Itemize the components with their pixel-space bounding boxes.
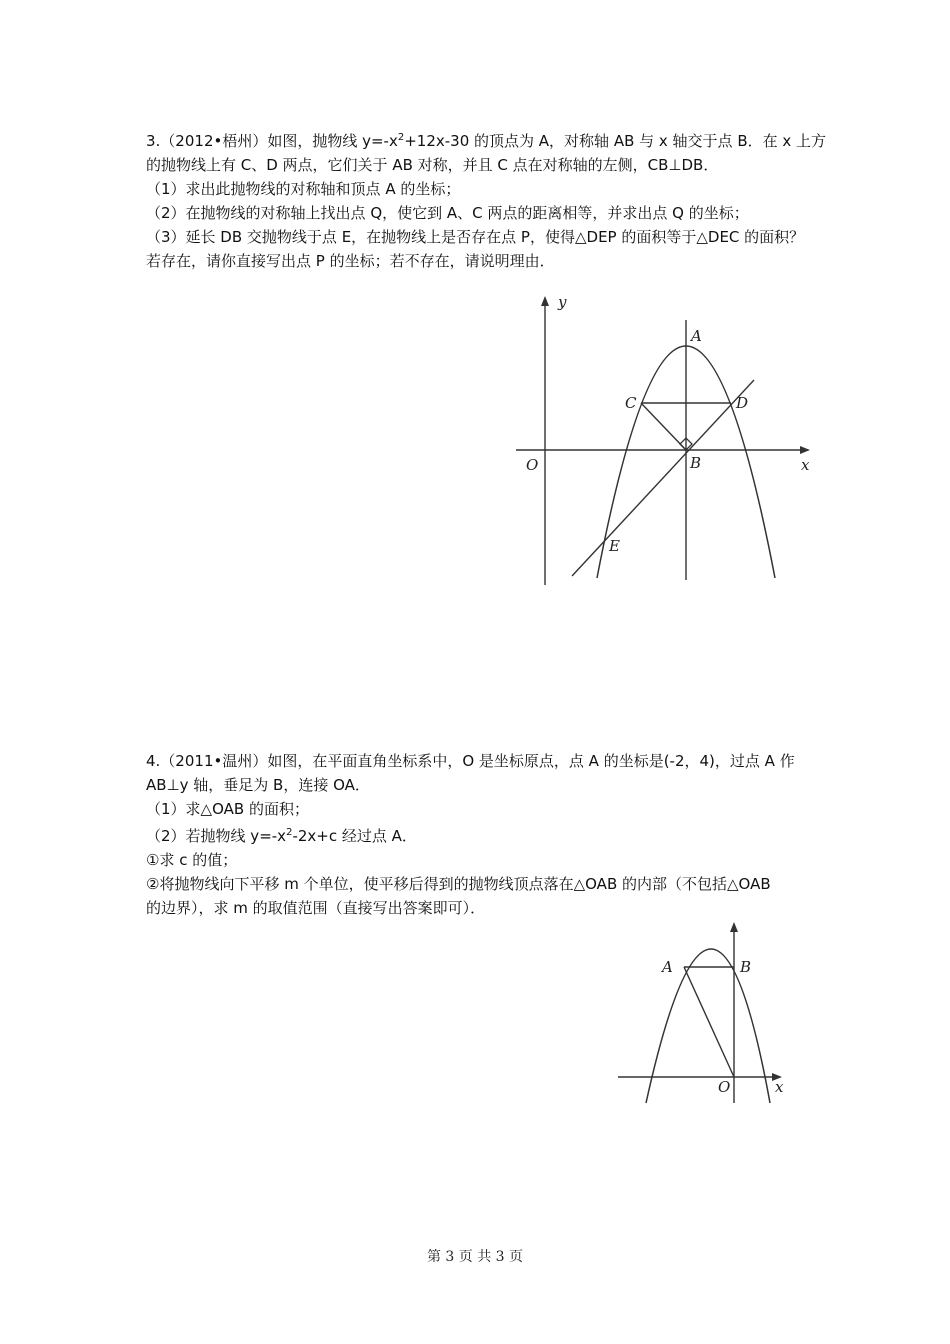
q4-line-5: ①求 c 的值； <box>146 851 238 869</box>
label-x: x <box>775 1078 784 1096</box>
q4-line-2: AB⊥y 轴，垂足为 B，连接 OA． <box>146 776 370 794</box>
label-b: B <box>740 958 752 976</box>
q3-line-2: 的抛物线上有 C、D 两点，它们关于 AB 对称，并且 C 点在对称轴的左侧，CB⊥DB． <box>146 156 719 174</box>
label-a: A <box>662 958 673 976</box>
label-y: y <box>558 293 567 311</box>
label-d: D <box>736 394 749 412</box>
figure-4-parabola <box>610 915 800 1105</box>
q3-line-3: （1）求出此抛物线的对称轴和顶点 A 的坐标； <box>146 180 461 198</box>
label-x: x <box>801 456 810 474</box>
question-3 <box>146 126 827 273</box>
y-axis-arrow <box>541 296 549 306</box>
label-e: E <box>609 537 620 555</box>
line-ebd <box>572 380 754 576</box>
q3-line-5: （3）延长 DB 交抛物线于点 E，在抛物线上是否存在点 P，使得△DEP 的面积等于△DEC 的面积？ <box>146 228 805 246</box>
q3-line-4: （2）在抛物线的对称轴上找出点 Q，使它到 A、C 两点的距离相等，并求出点 Q 的坐标； <box>146 204 749 222</box>
q4-line-3: （1）求△OAB 的面积； <box>146 800 309 818</box>
q4-line-6: ②将抛物线向下平移 m 个单位，使平移后得到的抛物线顶点落在△OAB 的内部（不包括△OAB <box>146 875 771 893</box>
segment-oa <box>684 967 734 1077</box>
q4-line-1: 4.（2011•温州）如图，在平面直角坐标系中，O 是坐标原点，点 A 的坐标是(-2，4)，过点 A 作 <box>146 752 795 770</box>
y-axis-arrow <box>730 922 738 932</box>
figure-4-svg <box>610 915 800 1105</box>
label-b: B <box>690 454 702 472</box>
q3-line-1: 3.（2012•梧州）如图，抛物线 $y=-x^2+12x-30$ 的顶点为 A，对称轴 AB 与 x 轴交于点 B．在 x 上方 <box>146 132 827 150</box>
question-4 <box>146 749 816 920</box>
segment-cb <box>641 403 686 450</box>
page-footer: 第 3 页 共 3 页 <box>426 1249 524 1265</box>
q4-line-4: （2）若抛物线 $y=-x^2-2x+c$ 经过点 A． <box>146 827 417 845</box>
q4-line-7: 的边界），求 m 的取值范围（直接写出答案即可）． <box>146 899 486 917</box>
label-a: A <box>691 327 702 345</box>
q3-line-6: 若存在，请你直接写出点 P 的坐标；若不存在，请说明理由． <box>146 252 555 270</box>
x-axis-arrow <box>800 446 810 454</box>
label-o: O <box>718 1078 731 1096</box>
figure-3-parabola <box>508 290 818 590</box>
label-c: C <box>625 394 637 412</box>
label-o: O <box>526 456 539 474</box>
figure-3-svg <box>508 290 818 590</box>
